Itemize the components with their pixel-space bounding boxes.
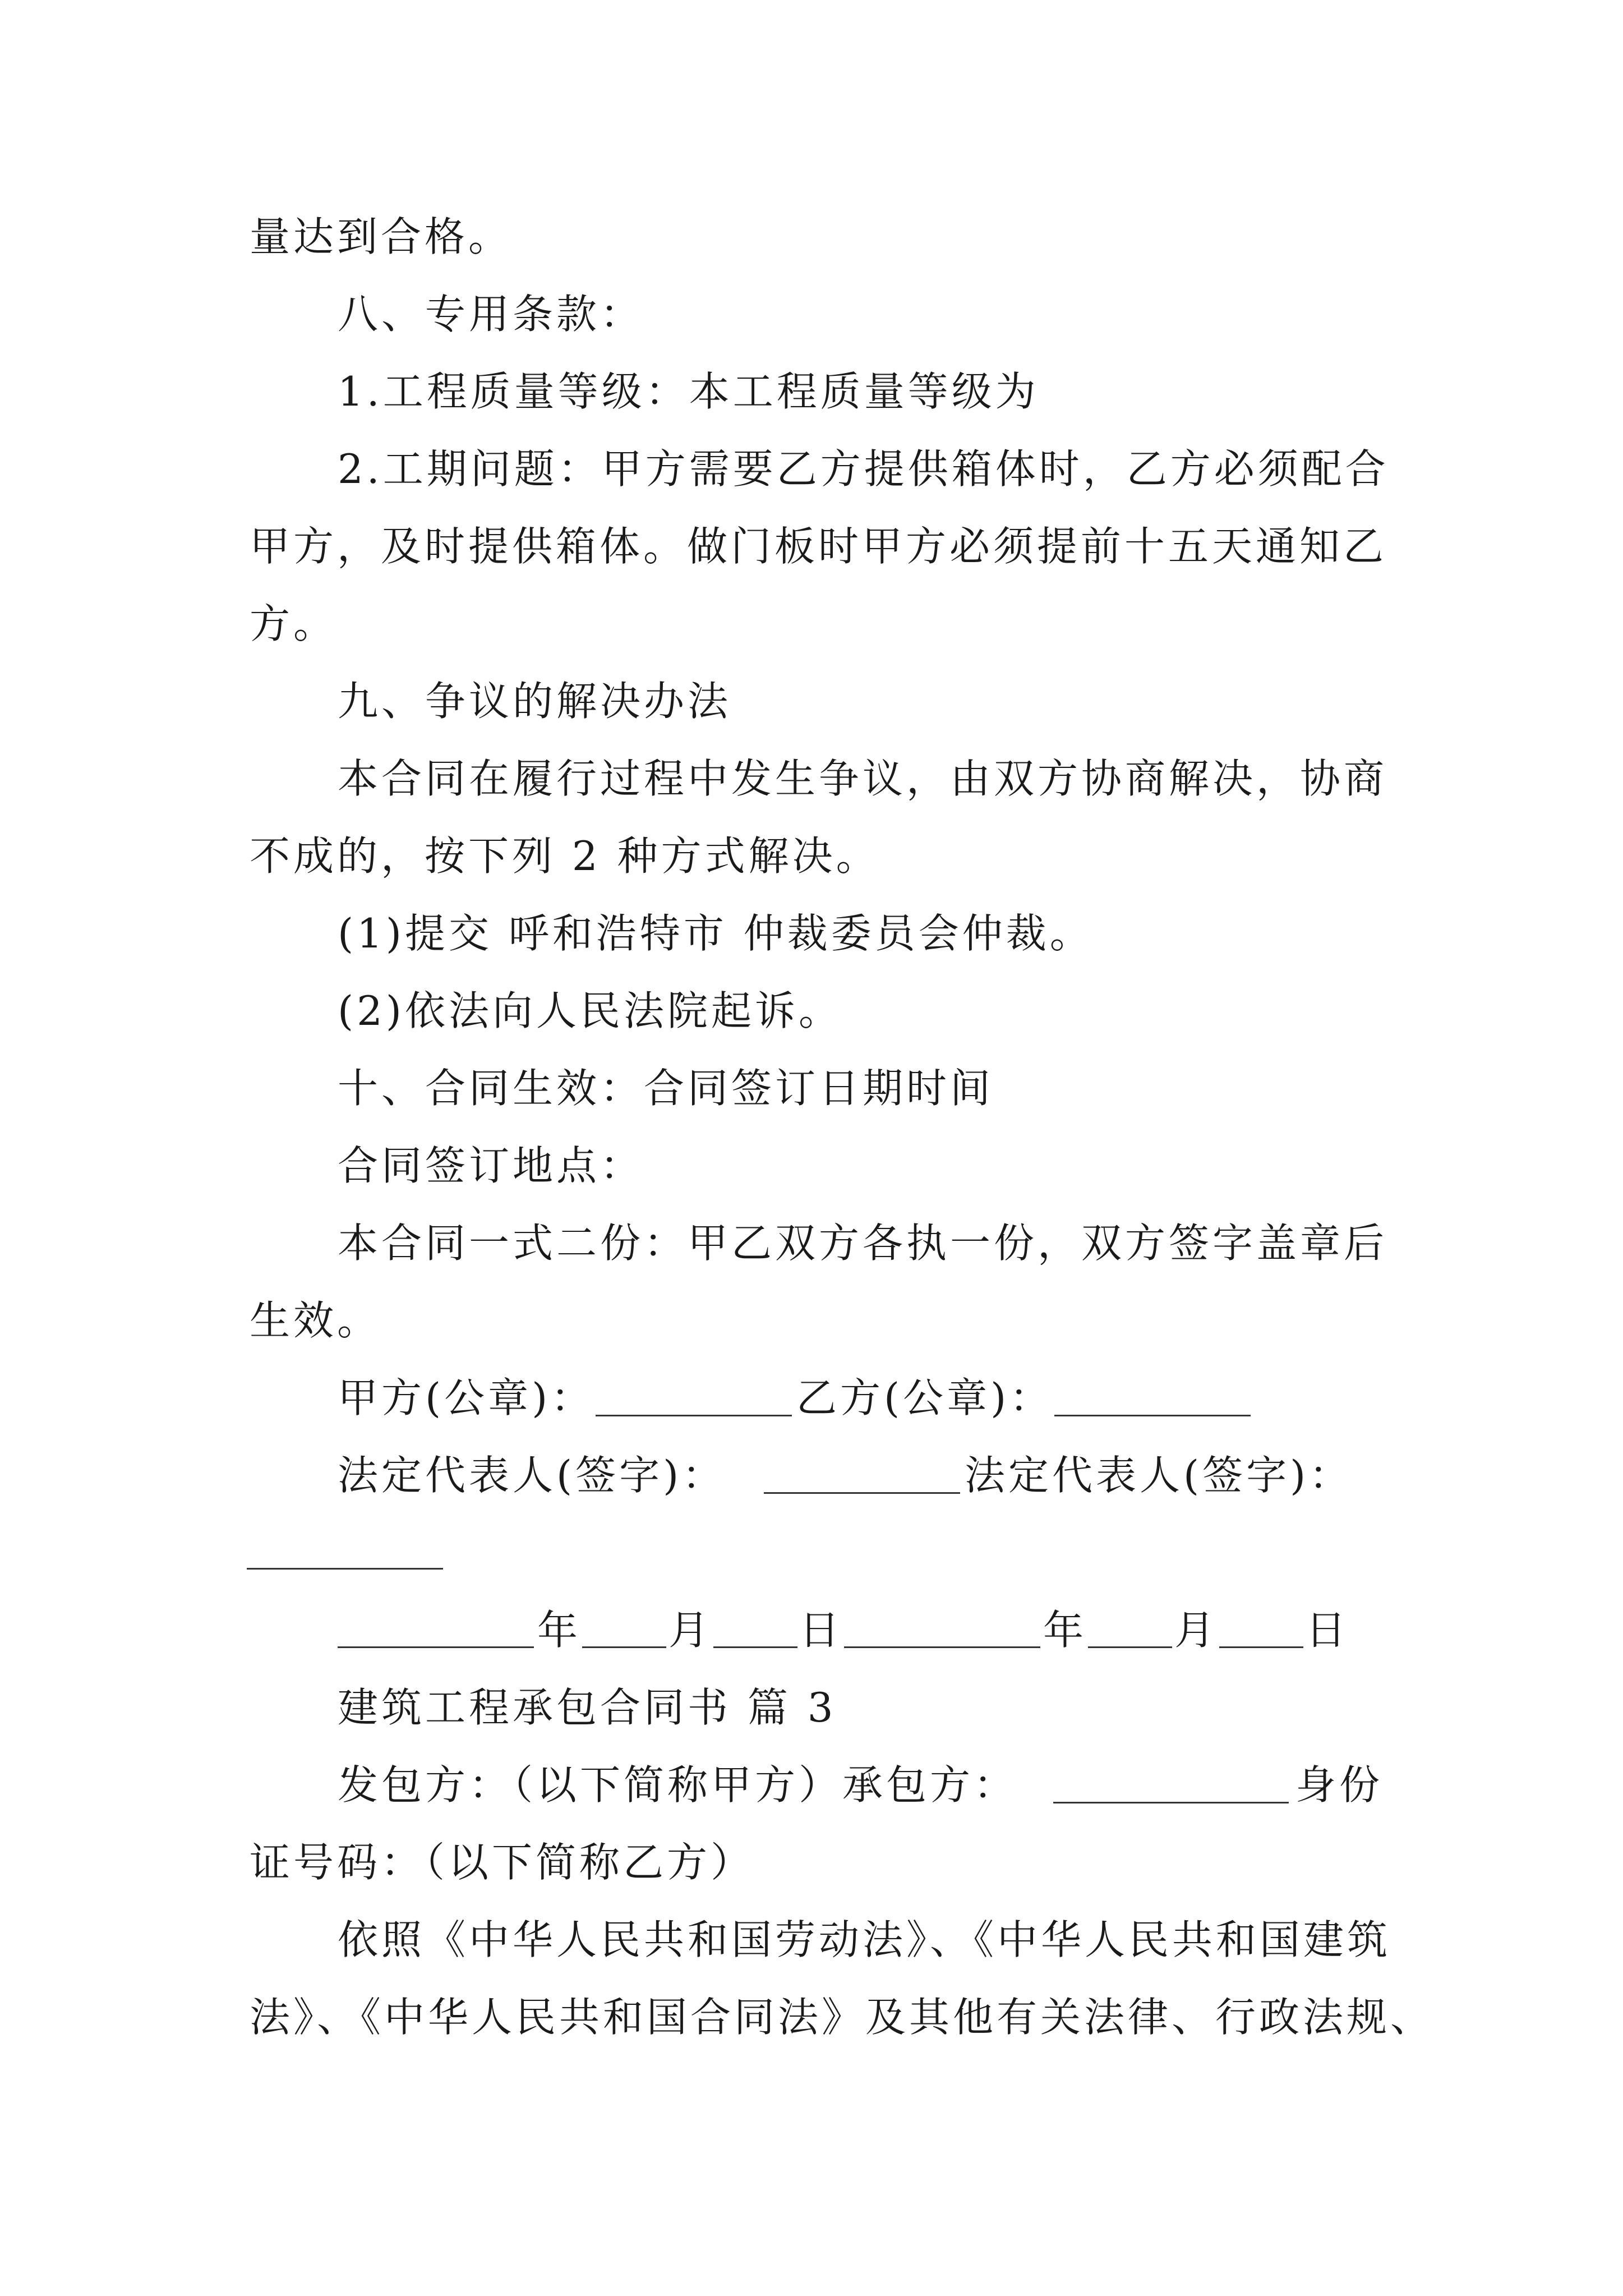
date-a-month: 月 (668, 1607, 713, 1654)
body-line: 法》、《中华人民共和国合同法》及其他有关法律、行政法规、 (250, 1994, 1435, 2041)
body-line: 合同签订地点： (338, 1142, 644, 1189)
date-a-year-blank (338, 1646, 534, 1648)
body-line: 本合同一式二份：甲乙双方各执一份，双方签字盖章后 (338, 1220, 1388, 1267)
date-b-year: 年 (1043, 1607, 1087, 1654)
date-b-year-blank (844, 1646, 1040, 1648)
date-b-month: 月 (1174, 1607, 1219, 1654)
body-line: (1)提交 呼和浩特市 仲裁委员会仲裁。 (338, 910, 1094, 957)
party-a-seal-label: 甲方(公章)： (338, 1374, 595, 1421)
section-heading: 十、合同生效：合同签订日期时间 (338, 1065, 994, 1112)
rep-b-label: 法定代表人(签字)： (965, 1452, 1353, 1499)
body-line: 本合同在履行过程中发生争议，由双方协商解决，协商 (338, 755, 1388, 802)
date-a-day: 日 (799, 1607, 843, 1654)
date-b-day-blank (1219, 1646, 1303, 1648)
parties-line-2: 证号码：（以下简称乙方） (250, 1839, 755, 1886)
contractor-id-blank (1053, 1802, 1289, 1803)
date-a-month-blank (582, 1646, 666, 1648)
body-line: 量达到合格。 (250, 213, 513, 260)
date-b-month-blank (1088, 1646, 1172, 1648)
body-line: 方。 (250, 600, 338, 647)
date-b-day: 日 (1306, 1607, 1350, 1654)
section-title: 建筑工程承包合同书 篇 3 (338, 1684, 837, 1731)
rep-b-blank (247, 1568, 443, 1570)
body-line: 生效。 (250, 1297, 381, 1344)
body-line: 1.工程质量等级：本工程质量等级为 (338, 368, 1039, 415)
body-line: 不成的，按下列 2 种方式解决。 (250, 832, 880, 880)
parties-line-a: 发包方：（以下简称甲方）承包方： (338, 1761, 1018, 1809)
date-a-year: 年 (537, 1607, 582, 1654)
party-b-seal-blank (1054, 1415, 1251, 1416)
party-a-seal-blank (596, 1415, 792, 1416)
date-a-day-blank (713, 1646, 797, 1648)
body-line: (2)依法向人民法院起诉。 (338, 987, 842, 1034)
body-line: 依照《中华人民共和国劳动法》、《中华人民共和国建筑 (338, 1916, 1391, 1963)
body-line: 甲方，及时提供箱体。做门板时甲方必须提前十五天通知乙 (250, 523, 1387, 570)
party-b-seal-label: 乙方(公章)： (796, 1374, 1054, 1421)
rep-a-label: 法定代表人(签字)： (338, 1452, 726, 1499)
section-heading: 九、争议的解决办法 (338, 678, 732, 725)
parties-line-b: 身份 (1295, 1761, 1384, 1809)
section-heading: 八、专用条款： (338, 291, 644, 338)
rep-a-blank (764, 1492, 960, 1494)
body-line: 2.工期问题：甲方需要乙方提供箱体时，乙方必须配合 (338, 445, 1389, 493)
